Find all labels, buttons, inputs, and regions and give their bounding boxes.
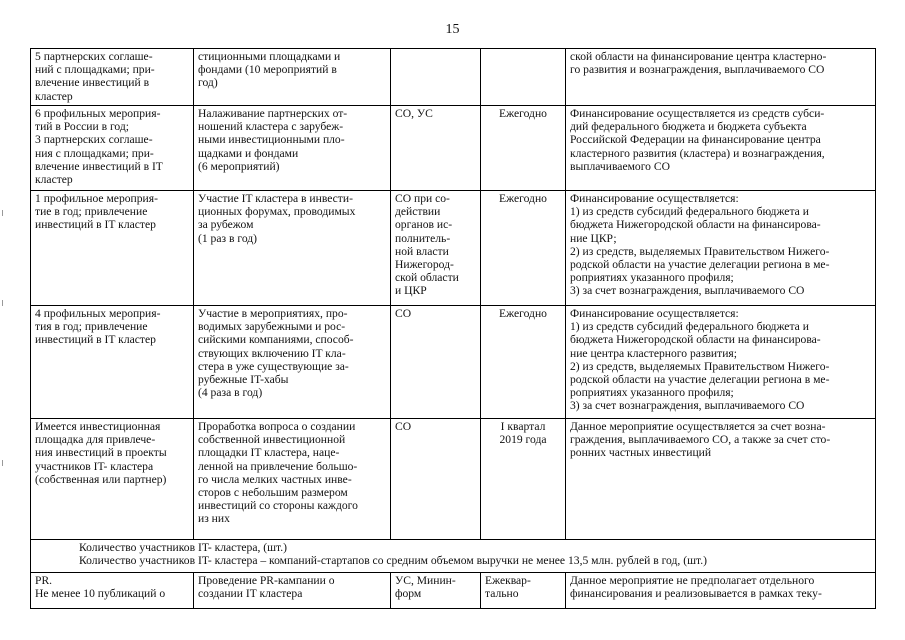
activity-cell: Участие в мероприятиях, про- водимых зарубежными и рос- сийскими компаниями, способ- ствующих включению IT кла- стера в уже существующие за- рубежные IT-хабы (4 раза в год) [194, 306, 391, 419]
table-row [31, 573, 876, 609]
table-row [31, 191, 876, 306]
responsible-cell: СО, УС [391, 106, 481, 191]
financing-cell: Финансирование осуществляется из средств субси- дий федерального бюджета и бюджета субъекта Российской Федерации на финансирование центра кластерного развития (кластера) и вознаграждения, выплачиваемого СО [566, 106, 876, 191]
page-number: 15 [445, 22, 460, 37]
table-row [31, 306, 876, 419]
responsible-cell: УС, Минин- форм [391, 573, 481, 609]
deadline-cell: Ежегодно [481, 106, 566, 191]
indicator-line-2: Количество участников IT- кластера – компаний-стартапов со средним объемом выручки не менее 13,5 млн. рублей в год, (шт.) [79, 554, 707, 568]
activity-cell: стиционными площадками и фондами (10 мероприятий в год) [194, 49, 391, 106]
deadline-cell: I квартал 2019 года [481, 419, 566, 540]
responsible-cell: СО [391, 306, 481, 419]
deadline-cell: Ежеквар- тально [481, 573, 566, 609]
financing-cell: Финансирование осуществляется: 1) из средств субсидий федерального бюджета и бюджета Нижегородской области на финансирова- ние центра кластерного развития; 2) из средств, выделяемых Правительством Нижего- родской области на участие делегации региона в ме- роприятиях указанного профиля; 3) за счет вознаграждения, выплачиваемого СО [566, 306, 876, 419]
financing-cell: Данное мероприятие осуществляется за счет возна- граждения, выплачиваемого СО, а также за счет сто- ронних частных инвестиций [566, 419, 876, 540]
indicator-subheader [31, 540, 876, 573]
financing-cell: ской области на финансирование центра кластерно- го развития и вознаграждения, выплачиваемого СО [566, 49, 876, 106]
table-row [31, 49, 876, 106]
margin-mark [2, 460, 3, 466]
result-cell: 5 партнерских соглаше- ний с площадками; при- влечение инвестиций в кластер [31, 49, 194, 106]
activity-cell: Проработка вопроса о создании собственной инвестиционной площадки IT кластера, наце- ленной на привлечение большо- го числа мелких частных инве- сторов с небольшим размером инвестиций со стороны каждого из них [194, 419, 391, 540]
deadline-cell: Ежегодно [481, 191, 566, 306]
responsible-cell [391, 49, 481, 106]
margin-mark [2, 300, 3, 306]
financing-cell: Данное мероприятие не предполагает отдельного финансирования и реализовывается в рамках теку- [566, 573, 876, 609]
financing-cell: Финансирование осуществляется: 1) из средств субсидий федерального бюджета и бюджета Нижегородской области на финансирова- ние ЦКР; 2) из средств, выделяемых Правительством Нижего- родской области на участие делегации региона в ме- роприятиях указанного профиля; 3) за счет вознаграждения, выплачиваемого СО [566, 191, 876, 306]
table-row [31, 106, 876, 191]
activities-table [30, 48, 876, 609]
indicator-subheader-row [31, 540, 876, 573]
activity-cell: Налаживание партнерских от- ношений кластера с зарубеж- ными инвестиционными пло- щадками и фондами (6 мероприятий) [194, 106, 391, 191]
indicator-line-1: Количество участников IT- кластера, (шт.) [79, 541, 288, 554]
margin-mark [2, 210, 3, 216]
result-cell: PR. Не менее 10 публикаций о [31, 573, 194, 609]
activity-cell: Участие IT кластера в инвести- ционных форумах, проводимых за рубежом (1 раз в год) [194, 191, 391, 306]
result-cell: 4 профильных мероприя- тия в год; привлечение инвестиций в IT кластер [31, 306, 194, 419]
result-cell: 6 профильных мероприя- тий в России в год; 3 партнерских соглаше- ния с площадками; при- влечение инвестиций в IT кластер [31, 106, 194, 191]
responsible-cell: СО [391, 419, 481, 540]
deadline-cell [481, 49, 566, 106]
result-cell: 1 профильное мероприя- тие в год; привлечение инвестиций в IT кластер [31, 191, 194, 306]
table-row [31, 419, 876, 540]
result-cell: Имеется инвестиционная площадка для привлече- ния инвестиций в проекты участников IT- кластера (собственная или партнер) [31, 419, 194, 540]
activity-cell: Проведение PR-кампании о создании IT кластера [194, 573, 391, 609]
deadline-cell: Ежегодно [481, 306, 566, 419]
responsible-cell: СО при со- действии органов ис- полнитель- ной власти Нижегород- ской области и ЦКР [391, 191, 481, 306]
